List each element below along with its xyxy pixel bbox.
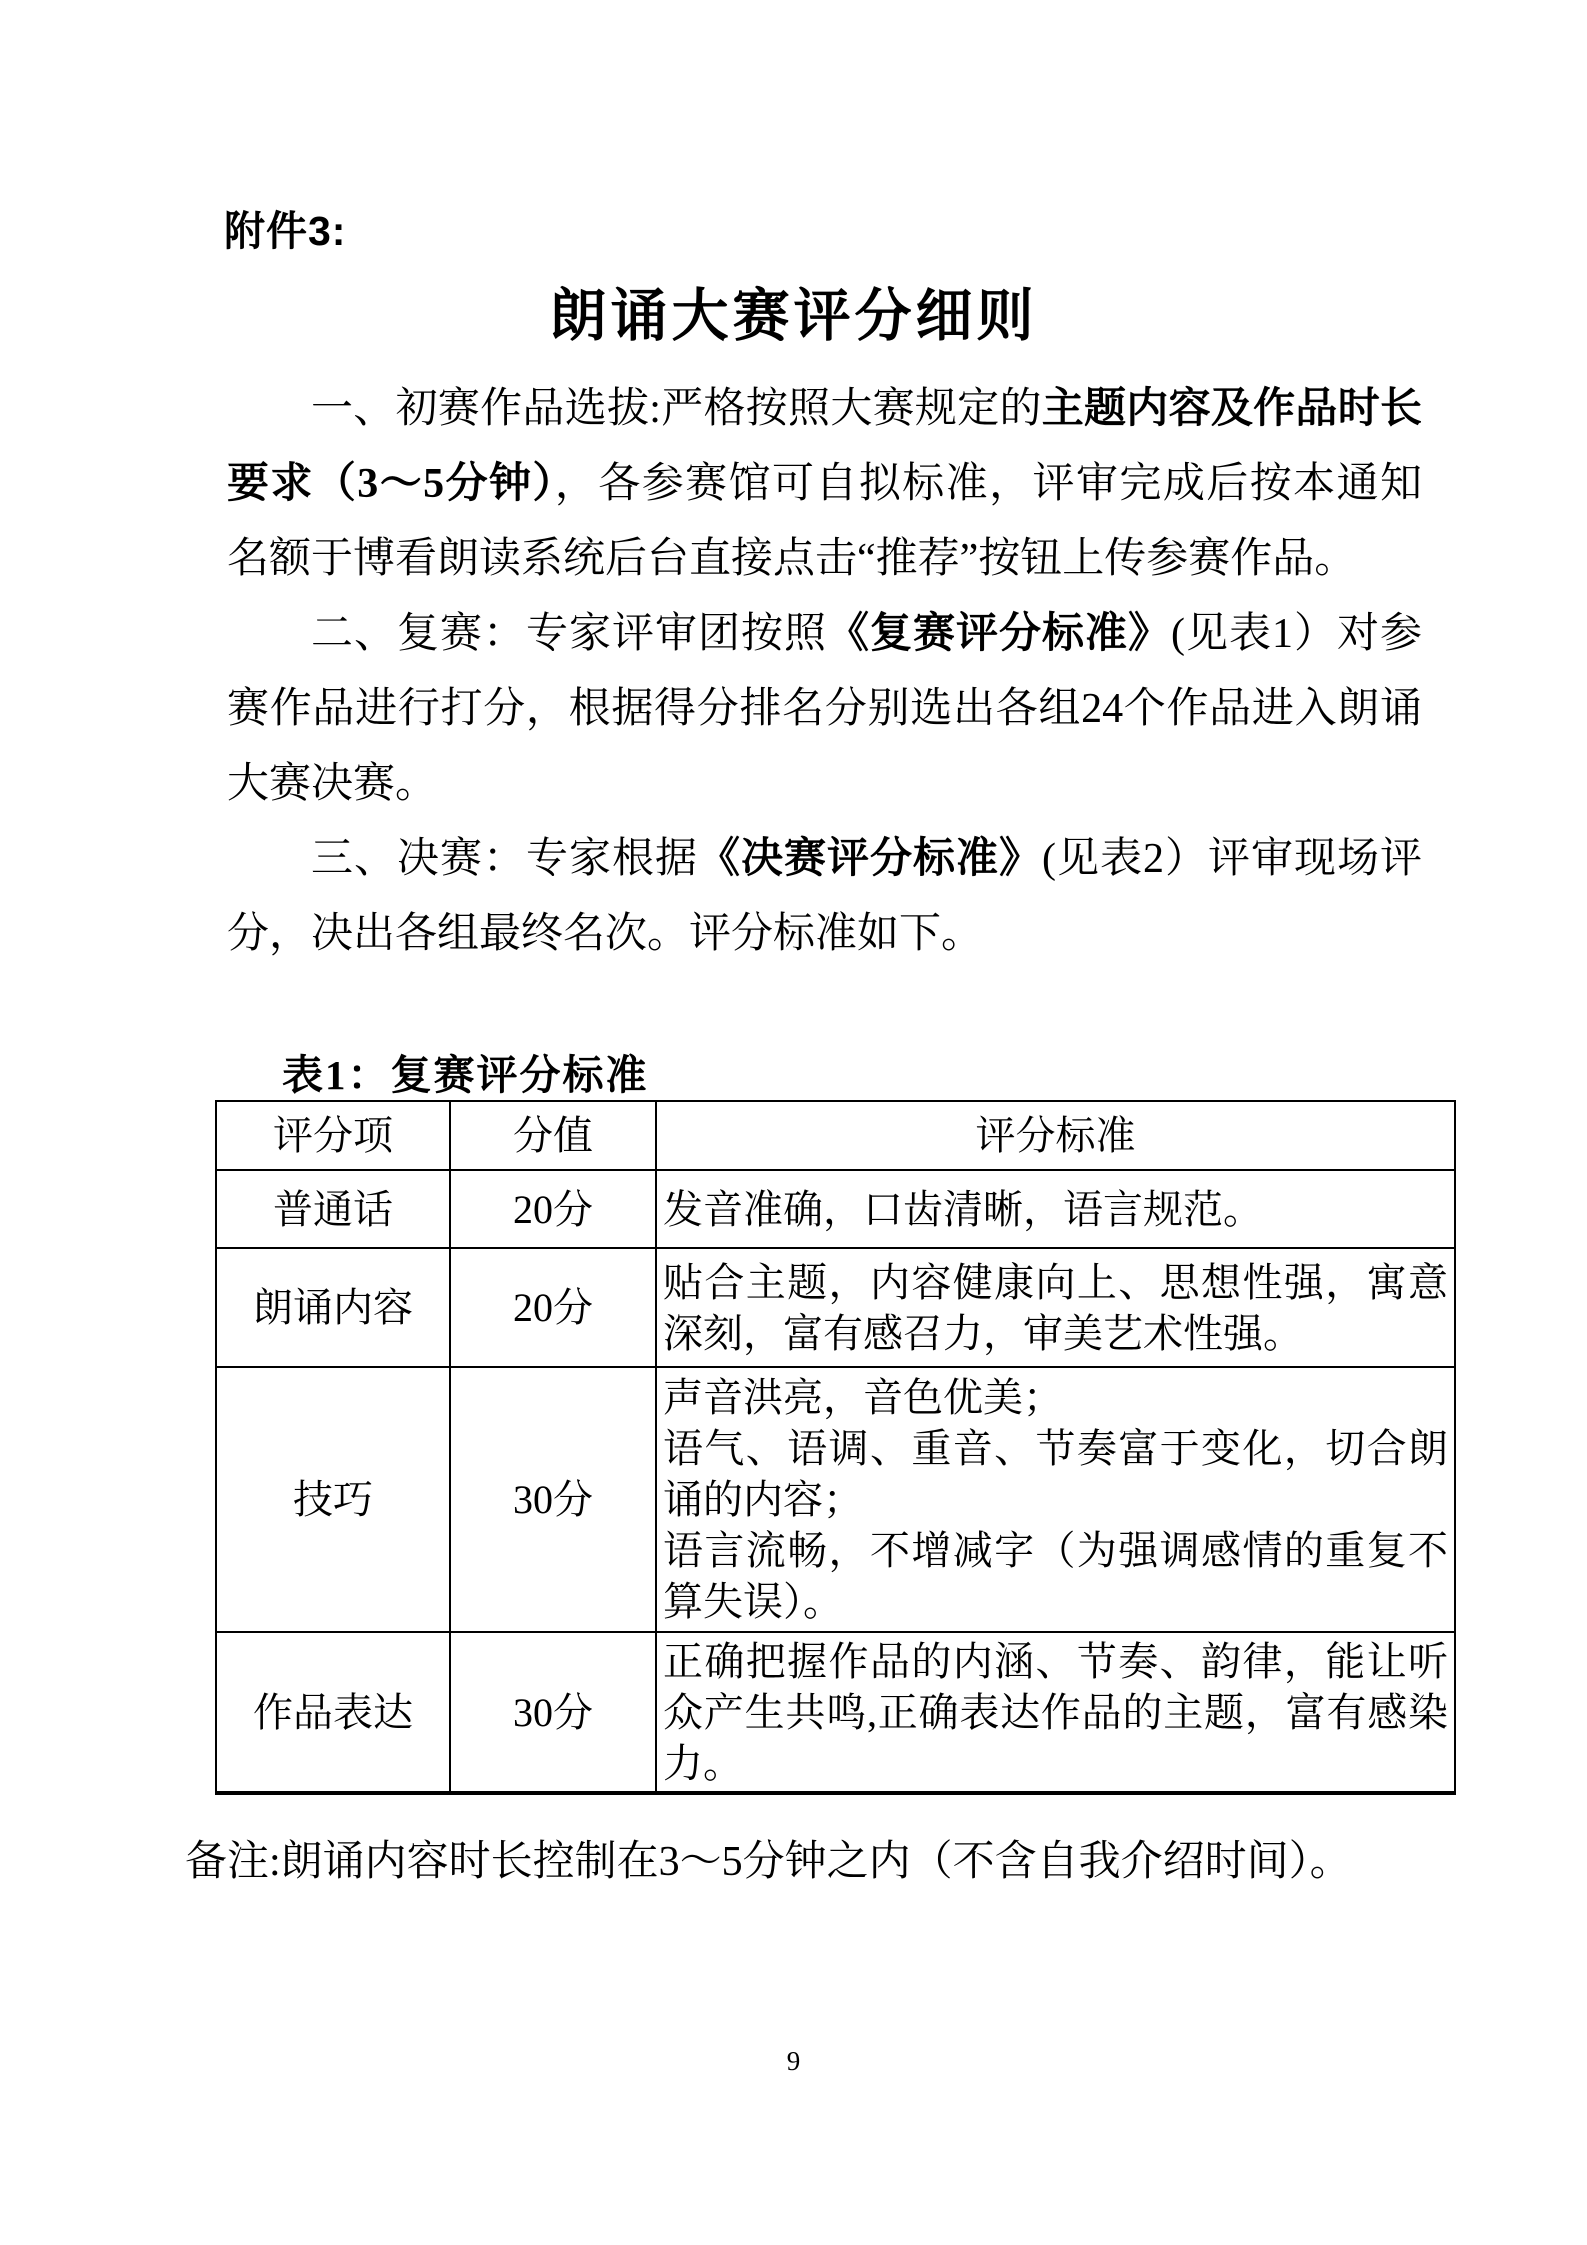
header-cell-score: 分值	[450, 1101, 656, 1170]
cell-score: 30分	[450, 1632, 656, 1793]
document-title: 朗诵大赛评分细则	[549, 285, 1038, 348]
cell-item: 技巧	[216, 1367, 450, 1632]
paragraph-semifinal	[227, 597, 1422, 822]
cell-item: 普通话	[216, 1170, 450, 1248]
criteria-line: 语言流畅，不增减字（为强调感情的重复不算失误）。	[663, 1528, 1448, 1624]
paragraph-final	[227, 822, 1422, 972]
paragraph-text: (见表2）评审现场评分，决出各组最终名次。评分标准如下。	[227, 836, 1422, 957]
criteria-line: 正确把握作品的内涵、节奏、韵律，能让听众产生共鸣,正确表达作品的主题，富有感染力。	[663, 1638, 1448, 1786]
cell-criteria	[656, 1248, 1455, 1367]
cell-criteria	[656, 1170, 1455, 1248]
paragraph-bold-text: 《决赛评分标准》	[698, 836, 1042, 882]
cell-criteria	[656, 1367, 1455, 1632]
paragraph-bold-text: 《复赛评分标准》	[827, 611, 1171, 657]
paragraph-first-round	[227, 372, 1422, 597]
cell-score: 30分	[450, 1367, 656, 1632]
table-header-row	[216, 1101, 1455, 1170]
header-cell-criteria: 评分标准	[656, 1101, 1455, 1170]
document-body	[227, 372, 1422, 972]
criteria-line: 贴合主题，内容健康向上、思想性强，寓意深刻，富有感召力，审美艺术性强。	[663, 1259, 1448, 1356]
paragraph-text: (见表1）对参赛作品进行打分，根据得分排名分别选出各组24个作品进入朗诵大赛决赛。	[227, 611, 1422, 807]
table-caption: 表1：复赛评分标准	[282, 1052, 649, 1098]
criteria-line: 语气、语调、重音、节奏富于变化，切合朗诵的内容；	[663, 1426, 1448, 1522]
cell-criteria	[656, 1632, 1455, 1793]
table-row-putonghua	[216, 1170, 1455, 1248]
table-row-expression	[216, 1632, 1455, 1793]
criteria-line: 发音准确，口齿清晰，语言规范。	[663, 1186, 1263, 1232]
table-row-skill	[216, 1367, 1455, 1632]
remark-note: 备注:朗诵内容时长控制在3～5分钟之内（不含自我介绍时间）。	[185, 1839, 1352, 1885]
paragraph-text: ，各参赛馆可自拟标准，评审完成后按本通知名额于博看朗读系统后台直接点击“推荐”按钮上传参赛作品。	[227, 461, 1422, 582]
paragraph-text: 一、初赛作品选拔:严格按照大赛规定的	[311, 386, 1042, 432]
paragraph-text: 三、决赛：专家根据	[311, 836, 698, 882]
page-number: 9	[786, 2046, 801, 2076]
paragraph-bold-text: 主题内容及作品时长要求（3～5分钟）	[227, 386, 1422, 507]
paragraph-text: 二、复赛：专家评审团按照	[311, 611, 827, 657]
header-cell-item: 评分项	[216, 1101, 450, 1170]
criteria-line: 声音洪亮，音色优美；	[663, 1375, 1063, 1420]
cell-item: 朗诵内容	[216, 1248, 450, 1367]
table-row-content	[216, 1248, 1455, 1367]
cell-item: 作品表达	[216, 1632, 450, 1793]
attachment-label: 附件3:	[224, 208, 347, 254]
scoring-table	[215, 1100, 1456, 1795]
cell-score: 20分	[450, 1170, 656, 1248]
cell-score: 20分	[450, 1248, 656, 1367]
